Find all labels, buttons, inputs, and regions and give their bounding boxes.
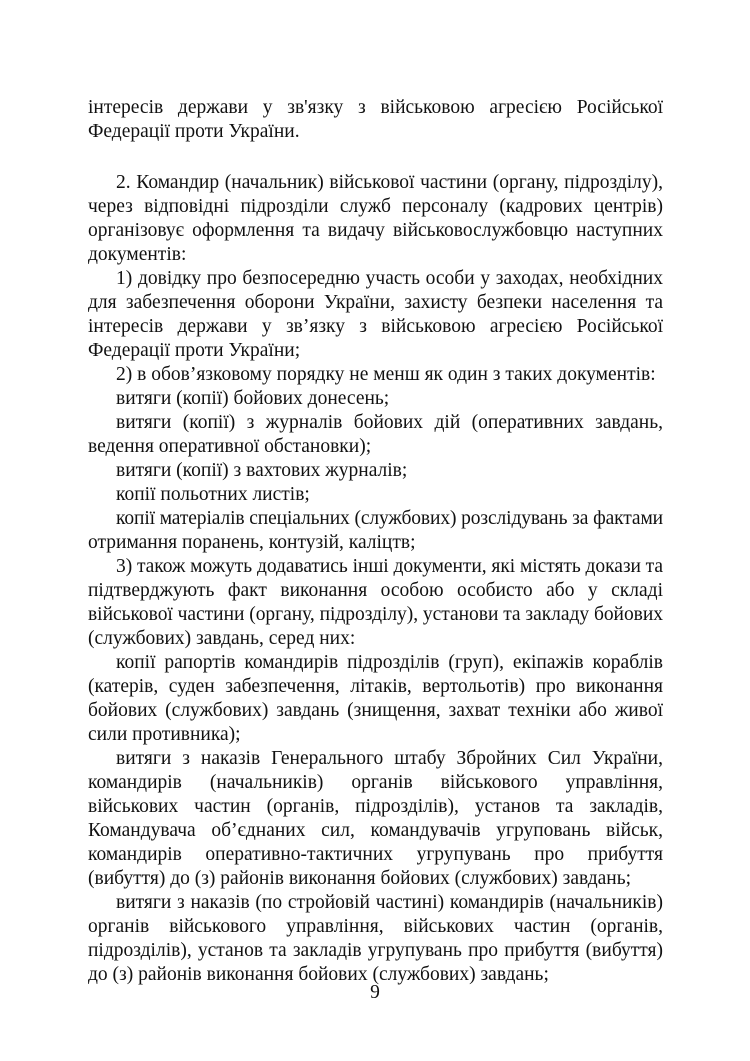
text-line: органів військового управління, військових частин (органів, bbox=[88, 916, 663, 937]
text-line: отримання поранень, контузій, каліцтв; bbox=[88, 532, 416, 553]
text-line: витяги (копії) з журналів бойових дій (оперативних завдань, bbox=[116, 412, 663, 433]
text-line: військової частини (органу, підрозділу), установи та закладу бойових bbox=[88, 604, 663, 625]
text-line: ведення оперативної обстановки); bbox=[88, 436, 372, 457]
subitem-1 bbox=[88, 267, 663, 363]
text-line: сили противника); bbox=[88, 724, 241, 745]
text-line: витяги з наказів (по стройовій частині) командирів (начальників) bbox=[116, 892, 663, 913]
text-line: до (з) районів виконання бойових (службових) завдань; bbox=[88, 964, 549, 985]
text-line: Командувача об’єднаних сил, командувачів угруповань військ, bbox=[88, 820, 663, 841]
text-line: для забезпечення оборони України, захисту безпеки населення та bbox=[88, 292, 663, 313]
text-line: організовує оформлення та видачу військовослужбовцю наступних bbox=[88, 220, 663, 241]
text-line: (вибуття) до (з) районів виконання бойових (службових) завдань; bbox=[88, 868, 632, 889]
bullet-orders-general-staff bbox=[88, 747, 663, 891]
text-line: 1) довідку про безпосередню участь особи у заходах, необхідних bbox=[116, 268, 663, 289]
text-line: (катерів, суден забезпечення, літаків, вертольотів) про виконання bbox=[88, 676, 663, 697]
text-line: підрозділів), установ та закладів угрупувань про прибуття (вибуття) bbox=[88, 940, 663, 961]
text-line: бойових (службових) завдань (знищення, захват техніки або живої bbox=[88, 700, 663, 721]
page-number: 9 bbox=[370, 982, 380, 1003]
paragraph-continuation bbox=[88, 96, 663, 144]
text-line: витяги (копії) бойових донесень; bbox=[116, 388, 390, 409]
bullet-reports bbox=[88, 651, 663, 747]
text-line: інтересів держави у зв'язку з військовою агресією Російської bbox=[88, 97, 663, 118]
text-line: документів: bbox=[88, 244, 187, 265]
text-line: військових частин (органів, підрозділів), установ та закладів, bbox=[88, 796, 663, 817]
text-line: копії рапортів командирів підрозділів (груп), екіпажів кораблів bbox=[116, 652, 663, 673]
text-line: витяги (копії) з вахтових журналів; bbox=[116, 460, 408, 481]
paragraph-item-2 bbox=[88, 171, 663, 267]
text-line: копії польотних листів; bbox=[116, 484, 310, 505]
text-line: Федерації проти України; bbox=[88, 340, 301, 361]
text-line: через відповідні підрозділи служб персоналу (кадрових центрів) bbox=[88, 196, 663, 217]
text-line: інтересів держави у зв’язку з військовою агресією Російської bbox=[88, 316, 663, 337]
text-line: командирів оперативно-тактичних угрупувань про прибуття bbox=[88, 844, 663, 865]
text-line: Федерації проти України. bbox=[88, 121, 300, 142]
text-line: 2) в обов’язковому порядку не менш як один з таких документів: bbox=[116, 364, 656, 385]
text-line: витяги з наказів Генерального штабу Збройних Сил України, bbox=[116, 748, 663, 769]
text-line: копії матеріалів спеціальних (службових) розслідувань за фактами bbox=[116, 508, 663, 529]
text-line: командирів (начальників) органів військового управління, bbox=[88, 772, 663, 793]
subitem-2 bbox=[88, 363, 663, 555]
text-line: (службових) завдань, серед них: bbox=[88, 628, 356, 649]
text-line: підтверджують факт виконання особою особисто або у складі bbox=[88, 580, 663, 601]
bullet-orders-drill-unit bbox=[88, 891, 663, 987]
text-line: 3) також можуть додаватись інші документи, які містять докази та bbox=[116, 556, 663, 577]
subitem-3 bbox=[88, 555, 663, 651]
text-line: 2. Командир (начальник) військової частини (органу, підрозділу), bbox=[116, 172, 663, 193]
